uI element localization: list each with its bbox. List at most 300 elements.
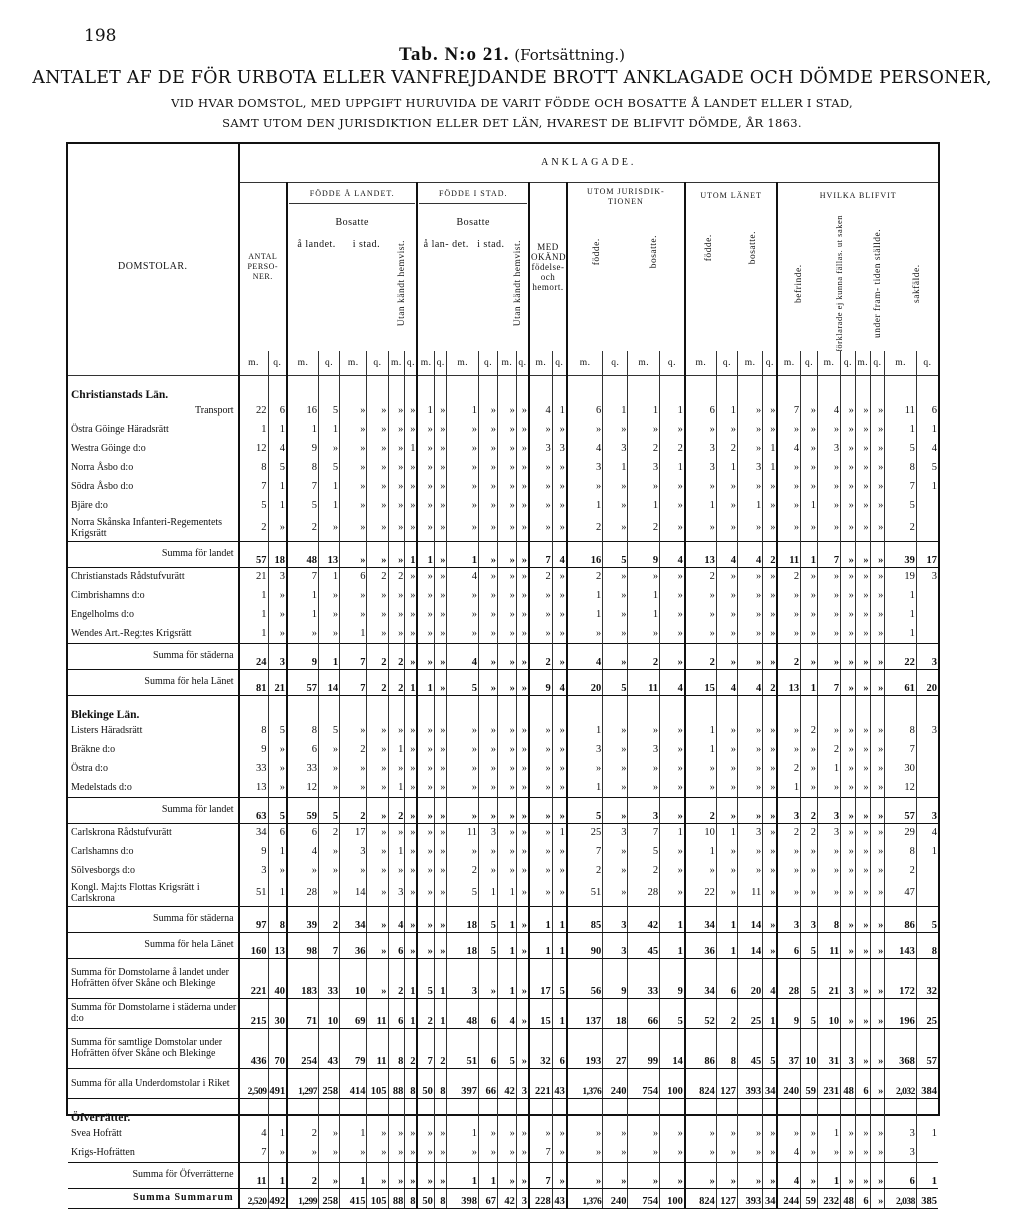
cell-q: 240 — [603, 1068, 628, 1098]
cell-m: 2 — [567, 515, 603, 541]
cell-q: » — [405, 1124, 418, 1143]
cell-m: 18 — [447, 932, 479, 958]
cell-q: 5 — [801, 998, 818, 1028]
cell-m: 7 — [885, 740, 917, 759]
cell-q: » — [479, 439, 498, 458]
cell-m: » — [855, 778, 870, 797]
cell-q: » — [405, 420, 418, 439]
cell-q: » — [763, 842, 778, 861]
cell-m: » — [628, 477, 660, 496]
cell-m: » — [685, 778, 717, 797]
cell-m: 393 — [737, 1068, 762, 1098]
cell-m: » — [855, 958, 870, 998]
empty-cell — [287, 695, 319, 721]
cell-q: 2 — [367, 669, 388, 695]
cell-m: » — [417, 477, 434, 496]
cell-q: 20 — [916, 669, 938, 695]
cell-q: » — [367, 624, 388, 643]
cell-m: 2 — [388, 797, 405, 823]
cell-m: » — [287, 1143, 319, 1162]
sum-label: Summa för landet — [68, 797, 239, 823]
cell-q: » — [479, 496, 498, 515]
cell-m: » — [417, 932, 434, 958]
cell-q: » — [841, 797, 856, 823]
cell-m: 57 — [239, 541, 268, 567]
cell-m: » — [529, 721, 552, 740]
cell-q: » — [660, 605, 685, 624]
cell-m: 4 — [777, 439, 800, 458]
cell-q: 2 — [434, 1028, 447, 1068]
cell-q: » — [841, 1143, 856, 1162]
cell-q: » — [516, 906, 529, 932]
header-hvilka-label: HVILKA BLIFVIT — [819, 190, 897, 200]
cell-q: 3 — [603, 906, 628, 932]
cell-q: 13 — [268, 932, 287, 958]
cell-q: » — [319, 759, 340, 778]
cell-q: » — [841, 458, 856, 477]
cell-q: » — [516, 998, 529, 1028]
cell-q: 4 — [763, 958, 778, 998]
empty-cell — [817, 695, 840, 721]
cell-m: 88 — [388, 1068, 405, 1098]
cell-q: » — [405, 880, 418, 906]
cell-q: » — [801, 586, 818, 605]
cell-m: » — [447, 778, 479, 797]
cell-m: 7 — [239, 1143, 268, 1162]
cell-q: 3 — [916, 721, 938, 740]
cell-q: » — [434, 778, 447, 797]
cell-q: 10 — [801, 1028, 818, 1068]
cell-q: 11 — [367, 1028, 388, 1068]
cell-q: » — [516, 605, 529, 624]
header-m: m. — [239, 351, 268, 375]
court-name: Östra d:o — [71, 762, 108, 774]
empty-cell — [737, 375, 762, 401]
empty-cell — [628, 1098, 660, 1124]
header-a-lan-det: å lan- det. — [423, 238, 469, 250]
cell-m: 196 — [885, 998, 917, 1028]
cell-q: » — [763, 496, 778, 515]
cell-q: 1 — [716, 458, 737, 477]
cell-m: » — [817, 496, 840, 515]
table-row — [68, 880, 938, 906]
sum-label: Summa för Öfverrätterne — [68, 1162, 239, 1188]
cell-q: » — [405, 823, 418, 842]
cell-m: » — [855, 906, 870, 932]
cell-q: 3 — [916, 797, 938, 823]
cell-m: » — [855, 842, 870, 861]
cell-m: 7 — [417, 1028, 434, 1068]
empty-cell — [552, 1098, 567, 1124]
cell-m: 18 — [447, 906, 479, 932]
header-m: m. — [497, 351, 516, 375]
table-row — [68, 721, 938, 740]
cell-q: » — [660, 477, 685, 496]
cell-q: » — [870, 420, 885, 439]
cell-m: 6 — [855, 1188, 870, 1208]
cell-q: » — [841, 586, 856, 605]
cell-q: 2 — [801, 721, 818, 740]
cell-m: 2 — [447, 861, 479, 880]
cell-q: » — [479, 740, 498, 759]
cell-q: » — [660, 567, 685, 586]
cell-q: 2 — [405, 1028, 418, 1068]
cell-m: » — [417, 515, 434, 541]
cell-q: » — [716, 1143, 737, 1162]
header-m: m. — [628, 351, 660, 375]
cell-q: » — [479, 477, 498, 496]
cell-q: 1 — [268, 496, 287, 515]
cell-m: 11 — [885, 401, 917, 420]
cell-m: 3 — [777, 906, 800, 932]
cell-m: 6 — [567, 401, 603, 420]
cell-q: » — [516, 420, 529, 439]
cell-q: 2 — [319, 823, 340, 842]
cell-q — [916, 515, 938, 541]
cell-m: 2 — [529, 567, 552, 586]
cell-m: » — [497, 586, 516, 605]
cell-m: » — [497, 778, 516, 797]
cell-q: 5 — [801, 932, 818, 958]
cell-q: » — [479, 541, 498, 567]
empty-cell — [417, 1098, 434, 1124]
cell-q: » — [660, 842, 685, 861]
cell-q: » — [405, 624, 418, 643]
court-name: Norra Åsbo d:o — [71, 461, 134, 473]
cell-q: 1 — [763, 439, 778, 458]
cell-q: » — [434, 861, 447, 880]
cell-m: » — [855, 458, 870, 477]
court-name: Svea Hofrätt — [71, 1127, 122, 1139]
cell-q: 491 — [268, 1068, 287, 1098]
empty-cell — [340, 1098, 367, 1124]
sum-row — [68, 906, 938, 932]
cell-m: » — [737, 605, 762, 624]
cell-m: 244 — [777, 1188, 800, 1208]
cell-q: 1 — [801, 496, 818, 515]
cell-q: » — [716, 643, 737, 669]
cell-q: » — [763, 420, 778, 439]
cell-q: 1 — [319, 420, 340, 439]
cell-m: 5 — [287, 496, 319, 515]
cell-m: 1 — [628, 586, 660, 605]
cell-m: 4 — [777, 1162, 800, 1188]
cell-q: » — [367, 439, 388, 458]
cell-q: » — [552, 420, 567, 439]
cell-q: » — [603, 567, 628, 586]
cell-q: 14 — [660, 1028, 685, 1068]
cell-q: 6 — [552, 1028, 567, 1068]
cell-m: 47 — [885, 880, 917, 906]
cell-q: » — [516, 669, 529, 695]
cell-q: » — [552, 778, 567, 797]
cell-q: » — [479, 401, 498, 420]
empty-cell — [405, 695, 418, 721]
empty-cell — [417, 695, 434, 721]
empty-cell — [497, 1098, 516, 1124]
header-m: m. — [447, 351, 479, 375]
header-m: m. — [817, 351, 840, 375]
cell-m: » — [737, 842, 762, 861]
sum-label: Summa för städerna — [68, 906, 239, 932]
cell-m: 1 — [388, 740, 405, 759]
cell-m: 4 — [777, 1143, 800, 1162]
cell-m: 52 — [685, 998, 717, 1028]
cell-m: 37 — [777, 1028, 800, 1068]
table-row — [68, 496, 938, 515]
cell-q: 6 — [916, 401, 938, 420]
cell-q: » — [870, 958, 885, 998]
empty-cell — [434, 695, 447, 721]
cell-q: » — [405, 605, 418, 624]
cell-m: 11 — [628, 669, 660, 695]
cell-m: 1 — [885, 624, 917, 643]
total-label: Summa för samtlige Domstolar under Hofrätten öfver Skåne och Blekinge — [68, 1028, 239, 1068]
cell-m: » — [817, 624, 840, 643]
cell-q: » — [319, 1162, 340, 1188]
cell-q: 34 — [763, 1068, 778, 1098]
cell-q: » — [716, 797, 737, 823]
cell-m: 3 — [388, 880, 405, 906]
cell-q: » — [870, 1028, 885, 1068]
cell-q: » — [870, 477, 885, 496]
cell-q: 1 — [552, 401, 567, 420]
header-med-okand: MED OKÄND födelse- och hemort. — [529, 182, 567, 351]
cell-m: » — [529, 496, 552, 515]
cell-q: 6 — [716, 958, 737, 998]
empty-cell — [885, 375, 917, 401]
header-q: q. — [516, 351, 529, 375]
table-row — [68, 420, 938, 439]
header-bosatte-1: Bosatte — [289, 203, 416, 228]
cell-m: 39 — [885, 541, 917, 567]
sum-row — [68, 669, 938, 695]
cell-q: » — [763, 880, 778, 906]
cell-q: 5 — [319, 401, 340, 420]
cell-q: 1 — [479, 880, 498, 906]
cell-m: 7 — [885, 477, 917, 496]
cell-m: » — [685, 515, 717, 541]
cell-q: 18 — [268, 541, 287, 567]
cell-q: » — [660, 1162, 685, 1188]
cell-q: » — [479, 605, 498, 624]
cell-q: 2 — [763, 669, 778, 695]
cell-m: 42 — [628, 906, 660, 932]
table-row — [68, 401, 938, 420]
cell-q: 385 — [916, 1188, 938, 1208]
empty-cell — [603, 375, 628, 401]
empty-cell — [685, 695, 717, 721]
cell-q: » — [552, 721, 567, 740]
cell-q: 1 — [319, 567, 340, 586]
cell-m: 8 — [239, 721, 268, 740]
cell-q: 3 — [516, 1068, 529, 1098]
cell-m: » — [685, 605, 717, 624]
cell-q: » — [434, 842, 447, 861]
cell-q: » — [801, 605, 818, 624]
cell-m: » — [497, 541, 516, 567]
cell-m: » — [497, 496, 516, 515]
cell-q: » — [660, 420, 685, 439]
empty-cell — [268, 375, 287, 401]
cell-q: 1 — [552, 906, 567, 932]
cell-m: » — [497, 643, 516, 669]
cell-q: 2 — [660, 439, 685, 458]
cell-m: » — [737, 861, 762, 880]
cell-m: » — [737, 420, 762, 439]
cell-q: » — [763, 861, 778, 880]
cell-m: 824 — [685, 1188, 717, 1208]
cell-m: 8 — [885, 458, 917, 477]
cell-q: 5 — [916, 906, 938, 932]
cell-m: 51 — [239, 880, 268, 906]
cell-m: » — [855, 496, 870, 515]
cell-q: 3 — [801, 906, 818, 932]
cell-m: » — [340, 439, 367, 458]
cell-m: 4 — [737, 669, 762, 695]
cell-q: » — [841, 759, 856, 778]
cell-q: » — [516, 861, 529, 880]
cell-q: 1 — [916, 477, 938, 496]
cell-m: 228 — [529, 1188, 552, 1208]
cell-q: 3 — [479, 823, 498, 842]
cell-m: » — [497, 721, 516, 740]
cell-m: » — [737, 721, 762, 740]
cell-m: 4 — [239, 1124, 268, 1143]
cell-q: » — [319, 842, 340, 861]
cell-m: 3 — [817, 797, 840, 823]
cell-q: » — [434, 458, 447, 477]
empty-cell — [685, 375, 717, 401]
cell-m: 1 — [447, 1124, 479, 1143]
court-name: Bräkne d:o — [71, 743, 116, 755]
cell-q: » — [763, 643, 778, 669]
cell-q: » — [763, 586, 778, 605]
cell-m: 3 — [447, 958, 479, 998]
cell-m: 368 — [885, 1028, 917, 1068]
cell-q: 59 — [801, 1068, 818, 1098]
cell-q: » — [479, 515, 498, 541]
table-row — [68, 439, 938, 458]
cell-m: » — [340, 401, 367, 420]
cell-q: » — [801, 740, 818, 759]
cell-q: » — [319, 515, 340, 541]
cell-m: 2 — [628, 643, 660, 669]
cell-q: » — [516, 477, 529, 496]
cell-m: 28 — [777, 958, 800, 998]
cell-q: » — [367, 496, 388, 515]
cell-m: » — [855, 477, 870, 496]
cell-m: » — [855, 740, 870, 759]
cell-q: 9 — [660, 958, 685, 998]
cell-q: » — [801, 842, 818, 861]
cell-m: » — [447, 624, 479, 643]
cell-q: » — [434, 624, 447, 643]
cell-m: 79 — [340, 1028, 367, 1068]
empty-cell — [516, 695, 529, 721]
empty-cell — [552, 695, 567, 721]
cell-q: 100 — [660, 1068, 685, 1098]
cell-q: 3 — [268, 567, 287, 586]
empty-cell — [405, 1098, 418, 1124]
header-utan-kandt-1: Utan kändt hemvist. — [397, 239, 407, 326]
cell-m: 3 — [628, 740, 660, 759]
cell-q: 1 — [405, 998, 418, 1028]
header-m: m. — [855, 351, 870, 375]
cell-m: » — [777, 515, 800, 541]
court-name: Norra Skånska Infanteri-Regementets Krigsrätt — [71, 517, 223, 540]
empty-cell — [287, 1098, 319, 1124]
cell-m: » — [417, 624, 434, 643]
empty-cell — [763, 1098, 778, 1124]
cell-m: » — [628, 567, 660, 586]
cell-q: » — [801, 624, 818, 643]
header-m: m. — [777, 351, 800, 375]
cell-m: 5 — [447, 880, 479, 906]
cell-q: 5 — [319, 797, 340, 823]
empty-cell — [239, 1098, 268, 1124]
cell-q: » — [405, 1143, 418, 1162]
cell-q: » — [434, 439, 447, 458]
cell-m: » — [447, 797, 479, 823]
cell-m: 5 — [628, 842, 660, 861]
cell-q: 1 — [916, 1124, 938, 1143]
cell-q: » — [268, 740, 287, 759]
cell-m: 1 — [340, 1162, 367, 1188]
cell-q: » — [319, 861, 340, 880]
cell-q: » — [552, 515, 567, 541]
cell-q: 4 — [916, 823, 938, 842]
cell-m: 7 — [567, 842, 603, 861]
empty-cell — [870, 695, 885, 721]
cell-q: » — [319, 605, 340, 624]
empty-cell — [497, 375, 516, 401]
cell-q: » — [870, 496, 885, 515]
cell-q: 5 — [319, 458, 340, 477]
cell-q: 1 — [319, 496, 340, 515]
cell-q — [916, 1143, 938, 1162]
cell-m: 5 — [447, 669, 479, 695]
empty-cell — [603, 695, 628, 721]
sum-row — [68, 541, 938, 567]
header-utom-jur-sub — [569, 235, 683, 268]
cell-m: 28 — [628, 880, 660, 906]
empty-cell — [885, 695, 917, 721]
cell-m: » — [567, 420, 603, 439]
cell-m: 1 — [885, 605, 917, 624]
cell-m: 45 — [628, 932, 660, 958]
cell-m: 232 — [817, 1188, 840, 1208]
cell-q: 1 — [801, 669, 818, 695]
cell-q: » — [516, 458, 529, 477]
cell-m: » — [777, 880, 800, 906]
cell-q: 6 — [479, 1028, 498, 1068]
header-i-stad: i stad. — [352, 238, 381, 250]
cell-m: 8 — [287, 721, 319, 740]
table-row — [68, 605, 938, 624]
cell-m: 3 — [685, 439, 717, 458]
cell-q: » — [603, 1143, 628, 1162]
empty-cell — [497, 695, 516, 721]
cell-q: 1 — [660, 458, 685, 477]
cell-m: » — [340, 496, 367, 515]
cell-m: 12 — [239, 439, 268, 458]
cell-m: 5 — [239, 496, 268, 515]
header-hvilka-sub — [779, 215, 937, 352]
cell-q: » — [841, 477, 856, 496]
court-name: Westra Göinge d:o — [71, 442, 146, 454]
cell-q: » — [763, 515, 778, 541]
